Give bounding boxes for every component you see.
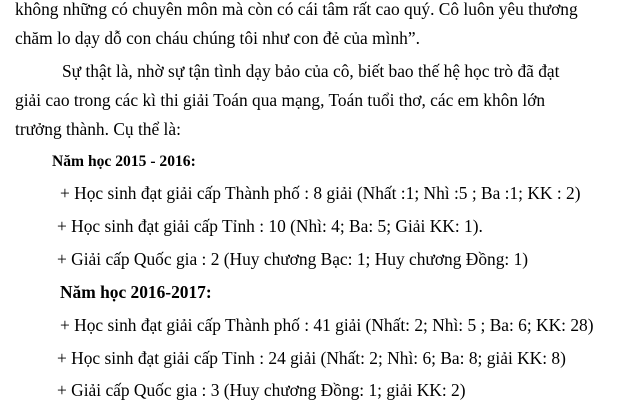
intro-line-2: chăm lo dạy dỗ con cháu chúng tôi như con đẻ của mình”. xyxy=(15,28,420,48)
year-1-item-3: + Giải cấp Quốc gia : 2 (Huy chương Bạc: 1; Huy chương Đồng: 1) xyxy=(57,249,529,269)
year-heading-2016-2017: Năm học 2016-2017: xyxy=(60,282,212,302)
year-heading-2015-2016: Năm học 2015 - 2016: xyxy=(52,153,196,170)
year-2-item-2: + Học sinh đạt giải cấp Tỉnh : 24 giải (Nhất: 2; Nhì: 6; Ba: 8; giải KK: 8) xyxy=(57,348,566,368)
intro-line-1: không những có chuyên môn mà còn có cái tâm rất cao quý. Cô luôn yêu thương xyxy=(15,0,578,19)
paragraph-line-2: giải cao trong các kì thi giải Toán qua mạng, Toán tuổi thơ, các em khôn lớn xyxy=(15,90,546,110)
year-2-item-3: + Giải cấp Quốc gia : 3 (Huy chương Đồng: 1; giải KK: 2) xyxy=(57,380,466,400)
year-2-item-1: + Học sinh đạt giải cấp Thành phố : 41 giải (Nhất: 2; Nhì: 5 ; Ba: 6; KK: 28) xyxy=(60,315,594,335)
year-1-item-1: + Học sinh đạt giải cấp Thành phố : 8 giải (Nhất :1; Nhì :5 ; Ba :1; KK : 2) xyxy=(60,183,581,203)
paragraph-line-1: Sự thật là, nhờ sự tận tình dạy bảo của cô, biết bao thế hệ học trò đã đạt xyxy=(62,61,560,81)
year-1-item-2: + Học sinh đạt giải cấp Tỉnh : 10 (Nhì: 4; Ba: 5; Giải KK: 1). xyxy=(57,216,483,236)
paragraph-line-3: trưởng thành. Cụ thể là: xyxy=(15,119,181,139)
